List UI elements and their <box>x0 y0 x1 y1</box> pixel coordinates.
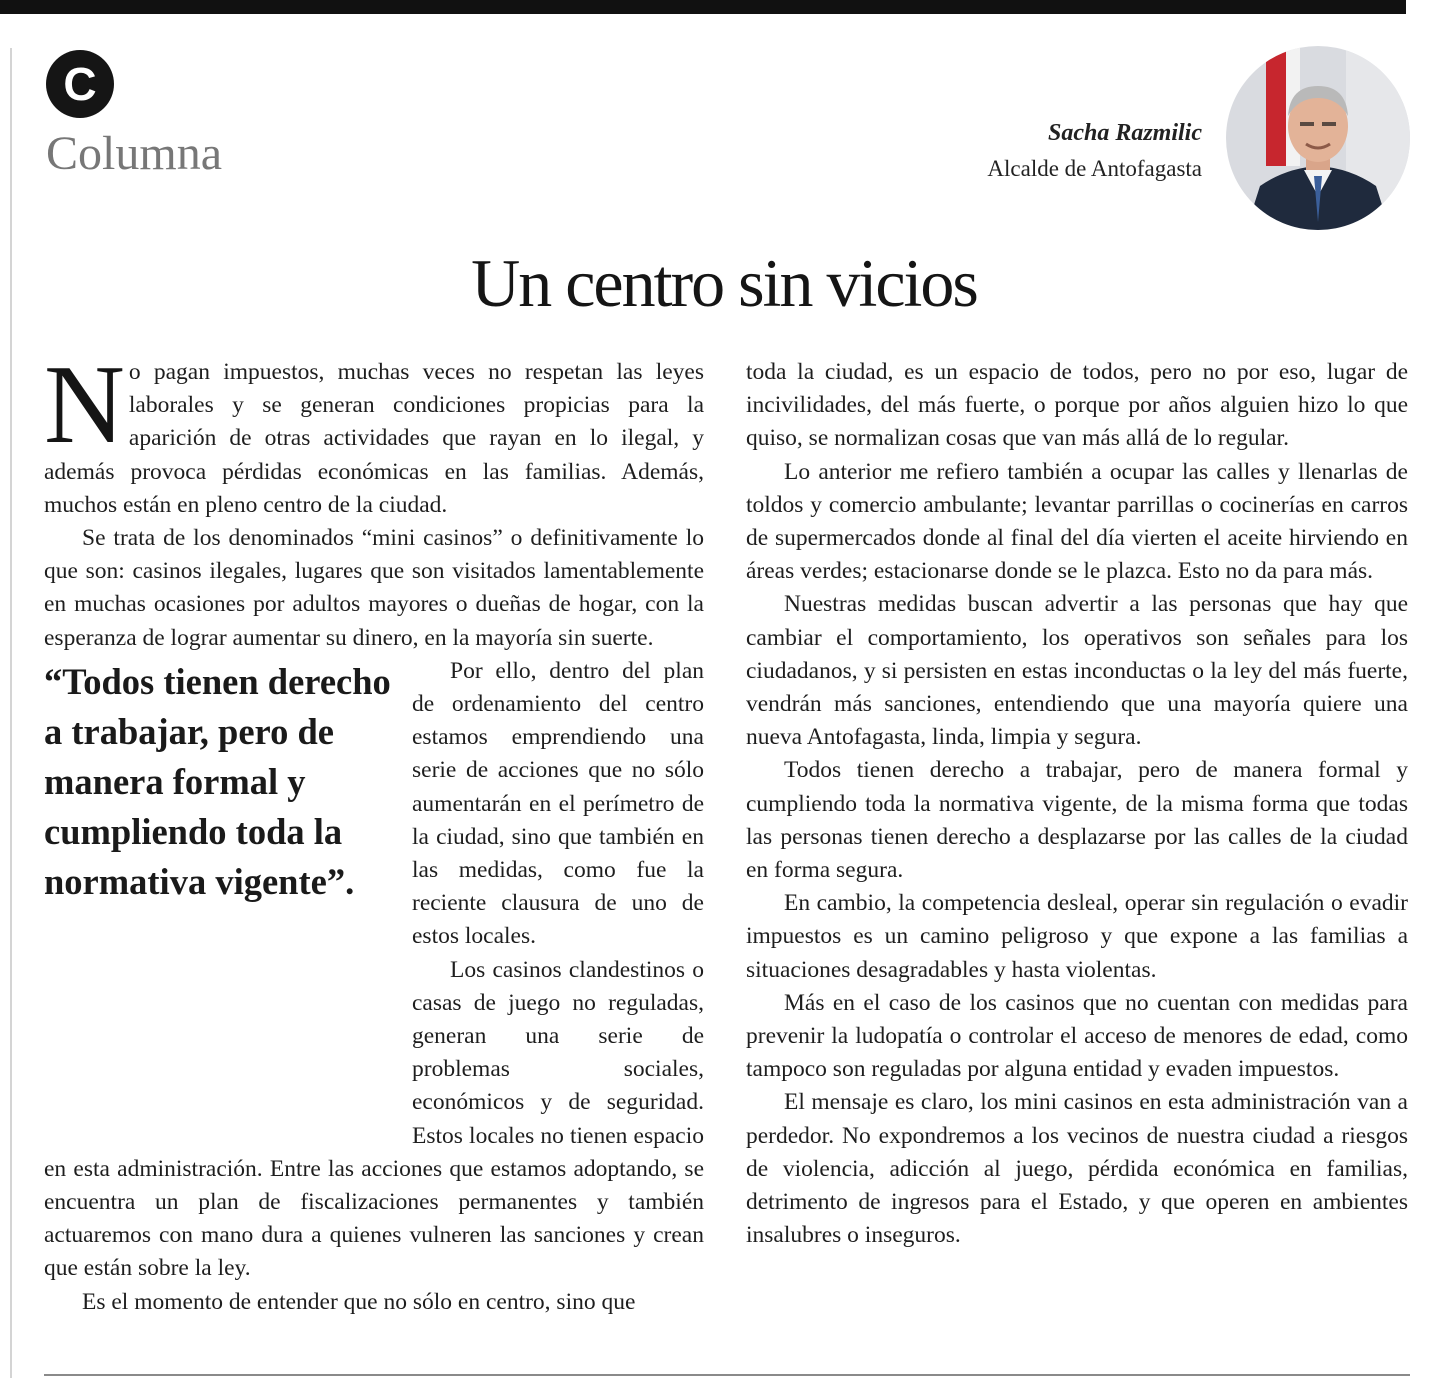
paragraph-10: Más en el caso de los casinos que no cuentan con medidas para prevenir la ludopatía o controlar el acceso de menores de edad, como tampoco son reguladas por alguna entidad y evaden impuestos. <box>746 989 1408 1083</box>
paragraph-7: Nuestras medidas buscan advertir a las personas que hay que cambiar el comportamiento, los operativos son señales para los ciudadanos, y si persisten en estas inconductas o la ley del más fuerte, vendrán más sanciones, entendiendo que una mayoría quiere una nueva Antofagasta, linda, limpia y segura. <box>746 591 1408 751</box>
body-column-left <box>44 356 704 1361</box>
author-name: Sacha Razmilic <box>1047 120 1202 146</box>
paragraph-9: En cambio, la competencia desleal, operar sin regulación o evadir impuestos es un camino peligroso y que expone a las familias a situaciones desagradables y hasta violentas. <box>746 890 1408 983</box>
top-bar <box>0 0 1406 14</box>
paragraph-6: Lo anterior me refiero también a ocupar las calles y llenarlas de toldos y comercio ambulante; levantar parrillas o cocinerías en carros de supermercados donde al final del día vierten el aceite hirviendo en áreas verdes; estacionarse donde se le plazca. Esto no da para más. <box>746 458 1408 585</box>
paragraph-5: Es el momento de entender que no sólo en centro, sino que <box>82 1288 636 1315</box>
paragraph-11: El mensaje es claro, los mini casinos en esta administración van a perdedor. No expondremos a los vecinos de nuestra ciudad a riesgos de violencia, adicción al juego, pérdida económica en familias, detrimento de ingresos para el Estado, y que operen en ambientes insalubres o inseguros. <box>746 1089 1408 1249</box>
paragraph-3: Por ello, dentro del plan de ordenamiento del centro estamos emprendiendo una serie de acciones que no sólo aumentarán en el perímetro de la ciudad, sino que también en las medidas, como fue la reciente clausura de uno de estos locales. <box>412 657 704 950</box>
pull-quote: “Todos tienen derecho a trabajar, pero de manera formal y cumpliendo toda la normativa vigente”. <box>44 660 391 902</box>
headline: Un centro sin vicios <box>471 245 977 321</box>
paragraph-1: No pagan impuestos, muchas veces no respetan las leyes laborales y se generan condiciones propicias para la aparición de otras actividades que rayan en lo ilegal, y además provoca pérdidas económicas en las familias. Además, muchos están en pleno centro de la ciudad. <box>44 356 704 518</box>
author-photo <box>1226 46 1410 230</box>
body-column-right <box>746 356 1408 1361</box>
paragraph-4: Los casinos clandestinos o casas de juego no reguladas, generan una serie de problemas sociales, económicos y de seguridad. Estos locales no tienen espacio en esta administración. Entre las acciones que estamos adoptando, se encuentra un plan de fiscalizaciones permanentes y también actuaremos con mano dura a quienes vulneren las sanciones y crean que están sobre la ley. <box>44 956 704 1282</box>
author-portrait-icon <box>1226 46 1410 230</box>
bottom-rule <box>44 1374 1410 1376</box>
paragraph-5-continued: toda la ciudad, es un espacio de todos, pero no por eso, lugar de incivilidades, del más fuerte, o porque por años alguien hizo lo que quiso, se normalizan cosas que van más allá de lo regular. <box>746 359 1408 452</box>
section-label: Columna <box>46 127 222 180</box>
paragraph-8: Todos tienen derecho a trabajar, pero de manera formal y cumpliendo toda la normativa vigente, de la misma forma que todas las personas tienen derecho a desplazarse por las calles de la ciudad en forma segura. <box>746 757 1408 884</box>
section-badge-icon: C <box>46 50 114 118</box>
author-role: Alcalde de Antofagasta <box>987 156 1202 181</box>
paragraph-2: Se trata de los denominados “mini casinos” o definitivamente lo que son: casinos ilegales, lugares que son visitados lamentablemente en muchas ocasiones por adultos mayores o dueñas de hogar, con la esperanza de lograr aumentar su dinero, en la mayoría sin suerte. <box>44 525 704 651</box>
drop-cap: N <box>44 356 125 467</box>
